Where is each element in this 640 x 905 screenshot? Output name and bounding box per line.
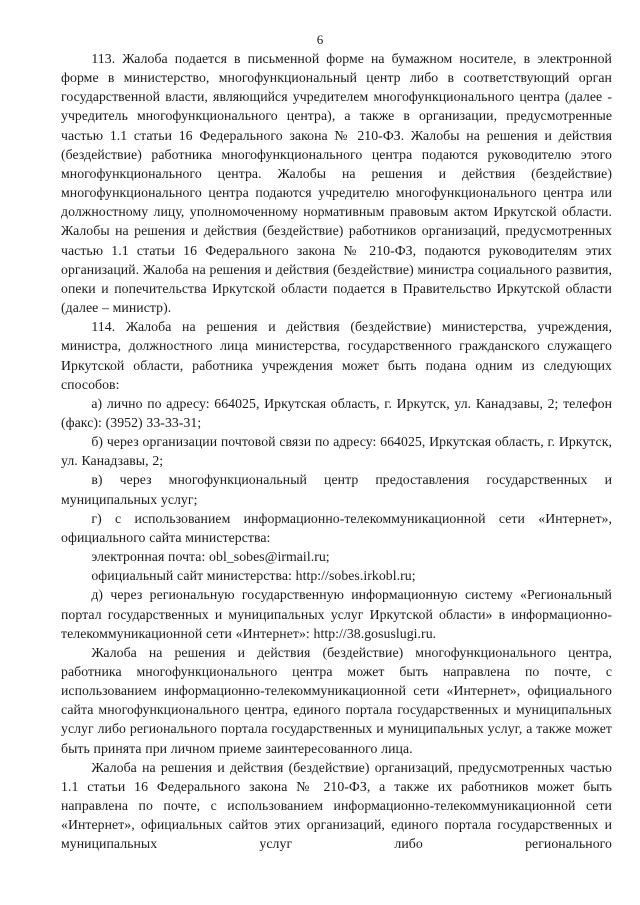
page-number: 6 xyxy=(316,32,324,47)
list-item-v: в) через многофункциональный центр предоставления государственных и муниципальных услуг; xyxy=(61,472,612,507)
list-item-b: б) через организации почтовой связи по адресу: 664025, Иркутская область, г. Иркутск, ул. Канадзавы, 2; xyxy=(61,434,612,469)
website-line: официальный сайт министерства: http://sobes.irkobl.ru; xyxy=(91,568,416,584)
list-item-d: д) через региональную государственную информационную систему «Региональный портал государственных и муниципальных услуг Иркутской области» в информационно-телекоммуникационной сети «Интернет»: http://38.gosuslugi.ru. xyxy=(61,587,612,641)
paragraph-mfc-complaint: Жалоба на решения и действия (бездействие) многофункционального центра, работника многофункционального центра может быть направлена по почте, с использованием информационно-телекоммуникационной сети «Интернет», официального сайта многофункционального центра, единого портала государственных и муниципальных услуг либо регионального портала государственных и муниципальных услуг, а также может быть принята при личном приеме заинтересованного лица. xyxy=(61,644,612,756)
list-item-a: а) лично по адресу: 664025, Иркутская область, г. Иркутск, ул. Канадзавы, 2; телефон (факс): (3952) 33-33-31; xyxy=(61,395,612,430)
paragraph-113: 113. Жалоба подается в письменной форме на бумажном носителе, в электронной форме в министерство, многофункциональный центр либо в соответствующий орган государственной власти, являющийся учредителем многофункционального центра (далее - учредитель многофункционального центра), а также в организации, предусмотренные частью 1.1 статьи 16 Федерального закона № 210-ФЗ. Жалобы на решения и действия (бездействие) работника многофункционального центра подаются руководителю этого многофункционального центра. Жалобы на решения и действия (бездействие) многофункционального центра подаются учредителю многофункционального центра или должностному лицу, уполномоченному нормативным правовым актом Иркутской области. Жалобы на решения и действия (бездействие) работников организаций, предусмотренных частью 1.1 статьи 16 Федерального закона № 210-ФЗ, подаются руководителям этих организаций. Жалоба на решения и действия (бездействие) министра социального развития, опеки и попечительства Иркутской области подается в Правительство Иркутской области (далее – министр). xyxy=(61,51,612,316)
email-line: электронная почта: obl_sobes@irmail.ru; xyxy=(91,549,330,565)
paragraph-114: 114. Жалоба на решения и действия (бездействие) министерства, учреждения, министра, должностного лица министерства, государственного гражданского служащего Иркутской области, работника учреждения может быть подана одним из следующих способов: xyxy=(61,319,612,392)
document-body xyxy=(61,49,612,854)
list-item-g: г) с использованием информационно-телекоммуникационной сети «Интернет», официального сайта министерства: xyxy=(61,510,612,545)
paragraph-organizations-complaint: Жалоба на решения и действия (бездействие) организаций, предусмотренных частью 1.1 статьи 16 Федерального закона № 210-ФЗ, а также их работников может быть направлена по почте, с использованием информационно-телекоммуникационной сети «Интернет», официальных сайтов этих организаций, единого портала государственных и муниципальных услуг либо регионального xyxy=(61,759,612,852)
